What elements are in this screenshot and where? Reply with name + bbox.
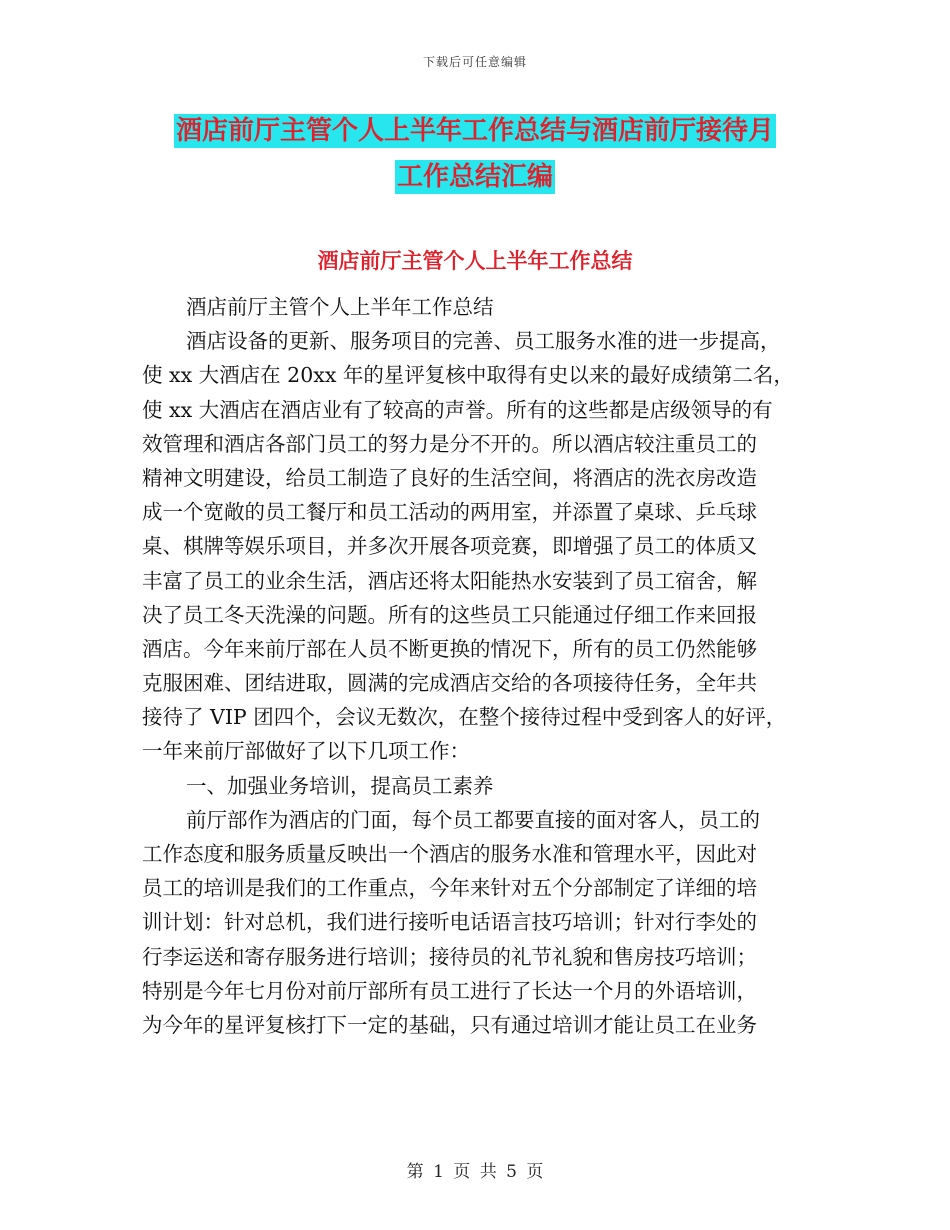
body-line: 酒店设备的更新、服务项目的完善、员工服务水准的进一步提高， <box>186 329 781 354</box>
page-header: 下载后可任意编辑 <box>422 55 527 69</box>
body-line: 效管理和酒店各部门员工的努力是分不开的。所以酒店较注重员工的 <box>142 431 757 456</box>
body-line: 训计划：针对总机，我们进行接听电话语言技巧培训；针对行李处的 <box>142 910 757 935</box>
body-line: 行李运送和寄存服务进行培训；接待员的礼节礼貌和售房技巧培训； <box>142 944 757 969</box>
document-title-line-1 <box>0 108 950 154</box>
page-footer: 第 1 页 共 5 页 <box>406 1162 544 1182</box>
body-line: 为今年的星评复核打下一定的基础，只有通过培训才能让员工在业务 <box>142 1012 757 1037</box>
body-line: 酒店前厅主管个人上半年工作总结 <box>186 295 494 319</box>
document-title-line-2 <box>0 154 950 200</box>
body-line: 使 xx 大酒店在酒店业有了较高的声誉。所有的这些都是店级领导的有 <box>142 397 773 422</box>
body-line: 丰富了员工的业余生活，酒店还将太阳能热水安装到了员工宿舍，解 <box>142 568 757 593</box>
title-highlight-1: 酒店前厅主管个人上半年工作总结与酒店前厅接待月 <box>175 116 774 146</box>
body-text <box>142 290 808 1042</box>
body-line: 特别是今年七月份对前厅部所有员工进行了长达一个月的外语培训， <box>142 978 757 1003</box>
body-line: 一年来前厅部做好了以下几项工作： <box>142 739 470 764</box>
body-line: 成一个宽敞的员工餐厅和员工活动的两用室，并添置了桌球、乒乓球 <box>142 500 757 525</box>
body-line: 桌、棋牌等娱乐项目，并多次开展各项竞赛，即增强了员工的体质又 <box>142 534 757 559</box>
body-line: 工作态度和服务质量反映出一个酒店的服务水准和管理水平，因此对 <box>142 842 757 866</box>
section-title: 酒店前厅主管个人上半年工作总结 <box>317 249 633 273</box>
title-highlight-2: 工作总结汇编 <box>396 162 553 192</box>
body-line: 克服困难、团结进取，圆满的完成酒店交给的各项接待任务，全年共 <box>142 671 757 696</box>
body-line: 使 xx 大酒店在 20xx 年的星评复核中取得有史以来的最好成绩第二名， <box>142 363 794 388</box>
subheading: 一、加强业务培训，提高员工素养 <box>186 773 494 798</box>
body-line: 员工的培训是我们的工作重点，今年来针对五个分部制定了详细的培 <box>142 876 757 901</box>
body-line: 接待了 VIP 团四个，会议无数次，在整个接待过程中受到客人的好评， <box>142 705 787 730</box>
body-line: 精神文明建设，给员工制造了良好的生活空间，将酒店的洗衣房改造 <box>142 465 757 490</box>
body-line: 前厅部作为酒店的门面，每个员工都要直接的面对客人，员工的 <box>186 807 760 832</box>
body-line: 酒店。今年来前厅部在人员不断更换的情况下，所有的员工仍然能够 <box>142 636 757 661</box>
body-line: 决了员工冬天洗澡的问题。所有的这些员工只能通过仔细工作来回报 <box>142 602 757 627</box>
document-title <box>0 108 950 200</box>
